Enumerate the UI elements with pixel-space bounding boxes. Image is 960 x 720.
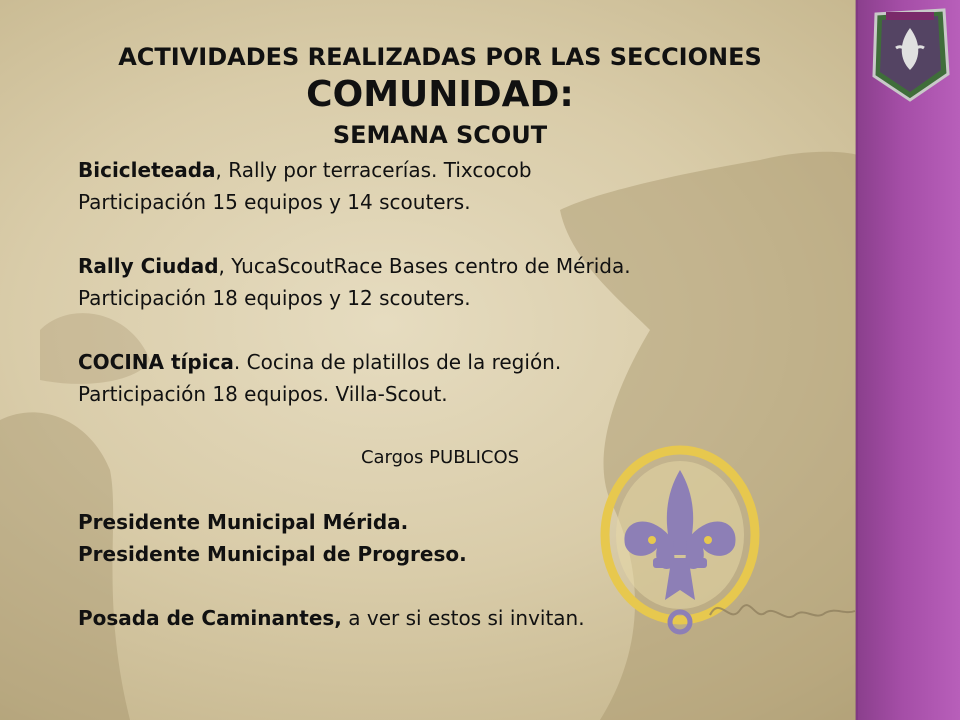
- item-bold: COCINA típica: [78, 350, 234, 374]
- list-item: [78, 250, 818, 282]
- spacer: [78, 474, 818, 506]
- title-semana-scout: SEMANA SCOUT: [332, 121, 548, 149]
- cargo-text: Presidente Municipal Mérida.: [78, 510, 409, 534]
- spacer: [78, 570, 818, 602]
- spacer: [78, 314, 818, 346]
- list-item: [78, 346, 818, 378]
- item-bold: Rally Ciudad: [78, 254, 219, 278]
- list-item: Participación 15 equipos y 14 scouters.: [78, 190, 471, 214]
- spacer: [78, 410, 818, 442]
- posada-bold: Posada de Caminantes,: [78, 606, 342, 630]
- cargo-item: [78, 506, 818, 538]
- item-rest: . Cocina de platillos de la región.: [233, 350, 562, 374]
- list-item: [78, 154, 818, 186]
- list-item: Participación 18 equipos. Villa-Scout.: [78, 382, 448, 406]
- spacer: [78, 218, 818, 250]
- item-bold: Bicicleteada: [78, 158, 216, 182]
- cargos-heading: Cargos PUBLICOS: [360, 447, 520, 468]
- cargo-text: Presidente Municipal de Progreso.: [78, 542, 467, 566]
- provincia-badge-icon: [868, 4, 952, 104]
- list-item: Participación 18 equipos y 12 scouters.: [78, 286, 471, 310]
- cargo-item: [78, 538, 818, 570]
- side-accent-stripe: [856, 0, 960, 720]
- item-rest: , Rally por terracerías. Tixcocob: [215, 158, 532, 182]
- title-comunidad: COMUNIDAD:: [306, 74, 574, 115]
- title-activities: ACTIVIDADES REALIZADAS POR LAS SECCIONES: [118, 43, 762, 71]
- posada-line: [78, 602, 818, 634]
- slide-text: [78, 40, 818, 634]
- item-rest: , YucaScoutRace Bases centro de Mérida.: [218, 254, 631, 278]
- posada-rest: a ver si estos si invitan.: [341, 606, 585, 630]
